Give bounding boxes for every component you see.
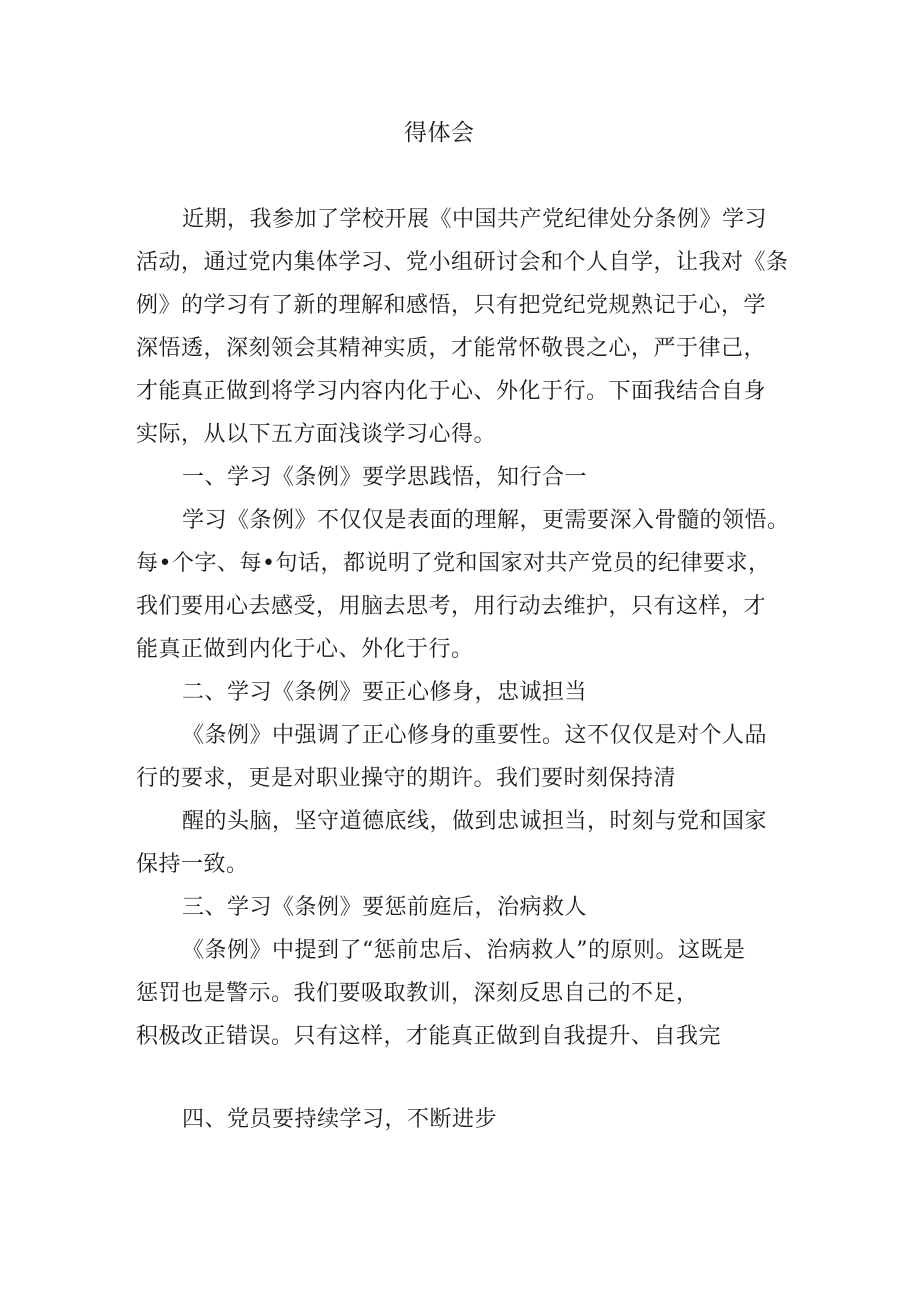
paragraph-line: 活动，通过党内集体学习、党小组研讨会和个人自学，让我对《条 — [136, 250, 789, 275]
paragraph-line: 行的要求，更是对职业操守的期许。我们要时刻保持清 — [136, 766, 677, 791]
paragraph-line: 才能真正做到将学习内容内化于心、外化于行。下面我结合自身 — [136, 379, 767, 404]
section-heading-4: 四、党员要持续学习，不断进步 — [182, 1107, 498, 1132]
paragraph-line: 近期，我参加了学校开展《中国共产党纪律处分条例》学习 — [182, 207, 768, 232]
paragraph-line: 保持一致。 — [136, 852, 249, 877]
document-title: 得体会 — [404, 120, 475, 146]
section-heading-2: 二、学习《条例》要正心修身，忠诚担当 — [182, 680, 588, 705]
paragraph-line: 例》的学习有了新的理解和感悟，只有把党纪党规熟记于心，学 — [136, 293, 767, 318]
paragraph-line: 深悟透，深刻领会其精神实质，才能常怀敬畏之心，严于律己， — [136, 336, 767, 361]
paragraph-line: 每•个字、每•句话，都说明了党和国家对共产党员的纪律要求， — [136, 551, 771, 576]
section-heading-1: 一、学习《条例》要学思践悟，知行合一 — [182, 465, 588, 490]
paragraph-line: 《条例》中强调了正心修身的重要性。这不仅仅是对个人品 — [182, 723, 768, 748]
paragraph-line: 《条例》中提到了“惩前忠后、治病救人”的原则。这既是 — [182, 938, 746, 963]
paragraph-line: 实际，从以下五方面浅谈学习心得。 — [136, 422, 497, 447]
paragraph-line: 能真正做到内化于心、外化于行。 — [136, 637, 474, 662]
paragraph-line: 积极改正错误。只有这样，才能真正做到自我提升、自我完 — [136, 1024, 722, 1049]
paragraph-line: 醒的头脑，坚守道德底线，做到忠诚担当，时刻与党和国家 — [182, 809, 768, 834]
paragraph-line: 我们要用心去感受，用脑去思考，用行动去维护，只有这样，才 — [136, 594, 767, 619]
section-heading-3: 三、学习《条例》要惩前庭后，治病救人 — [182, 895, 588, 920]
paragraph-line: 惩罚也是警示。我们要吸取教训，深刻反思自己的不足， — [136, 981, 699, 1006]
paragraph-line: 学习《条例》不仅仅是表面的理解，更需要深入骨髓的领悟。 — [182, 508, 790, 533]
